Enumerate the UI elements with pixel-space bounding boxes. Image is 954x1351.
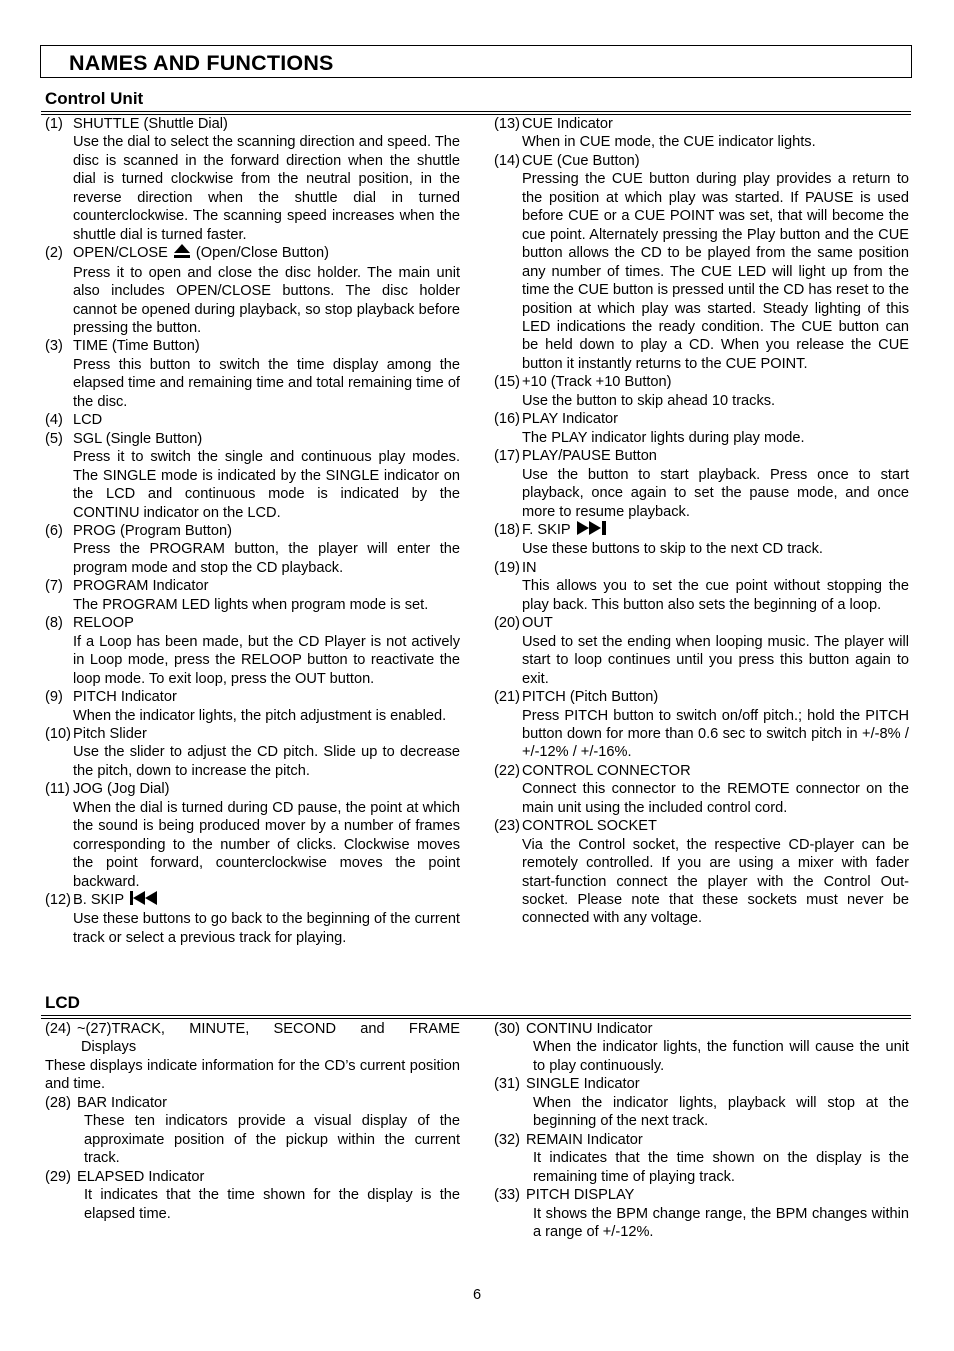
item-heading [45, 522, 460, 540]
item-title: BAR Indicator [77, 1094, 168, 1111]
item-description: When the dial is turned during CD pause, the point at which the sound is being produced mover by a number of frames corresponding to the number of clicks. Clockwise moves the point forward, counterclockwise moves the point backward. [73, 799, 460, 890]
item-title: RELOOP [73, 615, 134, 632]
list-item [45, 725, 460, 780]
item-description: Press the PROGRAM button, the player will enter the program mode and stop the CD playback. [73, 541, 460, 576]
list-item [45, 522, 460, 577]
item-description: Press this button to switch the time display among the elapsed time and remaining time and total remaining time of the disc. [73, 356, 460, 410]
list-item [494, 688, 909, 762]
list-item [494, 373, 909, 410]
item-title: SINGLE Indicator [526, 1076, 640, 1093]
item-description: Use the button to start playback. Press once to start playback, once again to set the pause mode, and once more to resume playback. [522, 466, 909, 520]
lcd-right-column [494, 1020, 909, 1241]
item-title: PITCH Indicator [73, 689, 177, 706]
item-title: SGL (Single Button) [73, 430, 203, 447]
list-item [494, 521, 909, 559]
list-item [45, 1094, 460, 1168]
item-heading [45, 115, 460, 133]
item-description: When the indicator lights, playback will stop at the beginning of the next track. [533, 1094, 909, 1130]
item-number: (1) [45, 116, 63, 132]
item-number: (18) [494, 521, 520, 538]
item-title: PROG (Program Button) [73, 522, 232, 539]
section-rule [41, 1015, 911, 1019]
item-number: (22) [494, 762, 520, 779]
item-heading [494, 1131, 909, 1149]
item-title-continued: Displays [81, 1039, 137, 1056]
list-item [494, 817, 909, 928]
item-title: LCD [73, 412, 103, 429]
item-title: PITCH (Pitch Button) [522, 689, 659, 706]
list-item [45, 411, 460, 429]
item-number: (8) [45, 615, 63, 632]
item-heading [45, 337, 460, 355]
item-number: (10) [45, 725, 71, 742]
item-number: (28) [45, 1094, 71, 1111]
item-heading [45, 244, 460, 263]
item-heading [494, 1075, 909, 1093]
item-number: (24) [45, 1021, 71, 1037]
item-description: Used to set the ending when looping music. The player will start to loop continues until you press this button again to exit. [522, 633, 909, 687]
item-description: Pressing the CUE button during play provides a return to the position at which play was started. If PAUSE is used before CUE or a CUE POINT was set, that will become the cue point. Alternately pressing the Play button and the CUE button allows the CD to be played from the same position any number of times. The CUE LED will light up from the time the CUE button is pressed until the CD has reset to the position at which play was started. Steady lighting of this LED indications the ready condition. The CUE button can be held down to play a CD. When you release the CUE button it instantly returns to the CUE POINT. [522, 171, 909, 372]
item-number: (7) [45, 578, 63, 595]
list-item [494, 447, 909, 521]
item-number: (12) [45, 892, 71, 909]
list-item [45, 614, 460, 688]
item-description: Use these buttons to skip to the next CD track. [522, 541, 823, 558]
item-description: Use these buttons to go back to the beginning of the current track or select a previous track for playing. [73, 911, 460, 946]
list-item [45, 688, 460, 725]
item-title: PITCH DISPLAY [526, 1187, 635, 1204]
item-title: CONTROL SOCKET [522, 818, 657, 835]
list-item [45, 1168, 460, 1223]
item-description: It shows the BPM change range, the BPM changes within a range of +/-12%. [533, 1205, 909, 1240]
item-number: (20) [494, 615, 520, 632]
item-title: SHUTTLE (Shuttle Dial) [73, 116, 228, 132]
list-item [45, 780, 460, 891]
item-title-suffix: (Open/Close Button) [195, 245, 329, 262]
item-number: (33) [494, 1187, 520, 1204]
item-description: This allows you to set the cue point without stopping the play back. This button also sets the beginning of a loop. [522, 578, 909, 613]
item-heading [494, 521, 909, 540]
item-title: REMAIN Indicator [526, 1131, 643, 1148]
item-number: (31) [494, 1076, 520, 1093]
item-description: These ten indicators provide a visual display of the approximate position of the pickup within the current track. [84, 1113, 460, 1167]
list-item [45, 244, 460, 337]
item-heading [494, 817, 909, 835]
item-title: CUE (Cue Button) [522, 152, 640, 169]
item-description: When the indicator lights, the function will cause the unit to play continuously. [533, 1039, 909, 1074]
item-title: Pitch Slider [73, 725, 147, 742]
list-item [494, 1131, 909, 1186]
item-description: These displays indicate information for the CD’s current position and time. [45, 1057, 460, 1093]
item-description: Press it to open and close the disc holder. The main unit also includes OPEN/CLOSE buttons. The disc holder cannot be opened during playback, so stop playback before pressing the button. [73, 264, 460, 336]
lcd-left-column [45, 1020, 460, 1223]
item-heading [45, 1020, 460, 1038]
item-title: TIME (Time Button) [73, 338, 200, 355]
list-item [494, 614, 909, 688]
item-heading [494, 614, 909, 632]
item-number: (13) [494, 116, 520, 132]
item-heading [45, 891, 460, 910]
section-heading-control-unit: Control Unit [45, 89, 144, 108]
list-item [494, 410, 909, 447]
list-item [494, 762, 909, 817]
item-title: OPEN/CLOSE [73, 245, 168, 262]
item-title: ELAPSED Indicator [77, 1168, 205, 1185]
item-description: The PROGRAM LED lights when program mode is set. [73, 596, 429, 613]
item-description: Use the slider to adjust the CD pitch. Slide up to decrease the pitch, down to increase the pitch. [73, 744, 460, 779]
list-item [494, 1020, 909, 1075]
item-number: (16) [494, 411, 520, 428]
item-heading [494, 688, 909, 706]
item-heading [45, 1094, 460, 1112]
item-heading [494, 447, 909, 465]
item-title: CONTROL CONNECTOR [522, 762, 691, 779]
list-item [494, 115, 909, 152]
item-title: PLAY Indicator [522, 411, 618, 428]
item-title: IN [522, 559, 537, 576]
item-title: PLAY/PAUSE Button [522, 448, 657, 465]
item-title: OUT [522, 615, 553, 632]
item-description: Press it to switch the single and continuous play modes. The SINGLE mode is indicated by the SINGLE indicator on the LCD and continuous mode is indicated by the CONTINU indicator on the LCD. [73, 449, 460, 521]
list-item [494, 1186, 909, 1241]
skip-back-icon [130, 891, 157, 910]
skip-forward-icon [577, 521, 607, 540]
item-title: JOG (Jog Dial) [73, 781, 170, 798]
title-box [40, 45, 912, 78]
control-unit-right-column [494, 115, 909, 928]
item-description: It indicates that the time shown on the display is the remaining time of playing track. [533, 1150, 909, 1185]
list-item [45, 1020, 460, 1094]
section-heading-lcd: LCD [45, 993, 80, 1012]
item-number: (30) [494, 1021, 520, 1037]
item-description: When the indicator lights, the pitch adjustment is enabled. [73, 707, 447, 724]
list-item [45, 891, 460, 947]
item-title: F. SKIP [522, 521, 571, 538]
item-number: (5) [45, 430, 63, 447]
item-title: PROGRAM Indicator [73, 578, 209, 595]
item-heading [45, 780, 460, 798]
list-item [45, 337, 460, 411]
page-number: 6 [472, 1287, 482, 1303]
item-title: CUE Indicator [522, 116, 613, 132]
item-heading [494, 1020, 909, 1038]
item-heading [45, 725, 460, 743]
item-number: (2) [45, 245, 63, 262]
item-description: The PLAY indicator lights during play mode. [522, 429, 805, 446]
item-title: ~(27)TRACK, MINUTE, SECOND and FRAME [77, 1021, 460, 1037]
item-description: When in CUE mode, the CUE indicator lights. [522, 134, 816, 151]
item-number: (14) [494, 152, 520, 169]
item-number: (9) [45, 689, 63, 706]
item-number: (29) [45, 1168, 71, 1185]
item-number: (17) [494, 448, 520, 465]
item-description: Use the button to skip ahead 10 tracks. [522, 392, 776, 409]
item-description: It indicates that the time shown for the display is the elapsed time. [84, 1187, 460, 1222]
list-item [494, 152, 909, 373]
item-title: B. SKIP [73, 892, 125, 909]
item-title: +10 (Track +10 Button) [522, 374, 672, 391]
item-heading [494, 152, 909, 170]
item-heading [45, 1168, 460, 1186]
eject-icon [174, 244, 190, 263]
list-item [45, 115, 460, 244]
item-number: (21) [494, 689, 520, 706]
item-description: Press PITCH button to switch on/off pitch.; hold the PITCH button down for more than 0.6 sec to switch pitch in +/-8% / +/-12% / +/-16%. [522, 707, 909, 761]
item-heading [494, 115, 909, 133]
page-title: NAMES AND FUNCTIONS [69, 51, 334, 75]
item-heading [494, 559, 909, 577]
list-item [45, 577, 460, 614]
item-description: Use the dial to select the scanning direction and speed. The disc is scanned in the forward direction when the shuttle dial is turned clockwise from the neutral position, in the reverse direction when the shuttle dial in turned counterclockwise. The scanning speed increases when the shuttle dial is turned faster. [73, 134, 460, 243]
item-number: (11) [45, 781, 70, 798]
control-unit-left-column [45, 115, 460, 947]
item-description: Connect this connector to the REMOTE connector on the main unit using the included control cord. [522, 781, 909, 816]
item-description: If a Loop has been made, but the CD Player is not actively in Loop mode, press the RELOOP button to reactivate the loop mode. To exit loop, press the OUT button. [73, 633, 460, 687]
list-item [45, 430, 460, 522]
item-number: (32) [494, 1131, 520, 1148]
item-number: (4) [45, 412, 63, 429]
item-number: (19) [494, 559, 520, 576]
item-description: Via the Control socket, the respective CD-player can be remotely controlled. If you are using a mixer with fader start-function connect the player with the Control Out-socket. Please note that these sockets must never be connected with any voltage. [522, 836, 909, 927]
item-heading [494, 373, 909, 391]
item-number: (3) [45, 338, 63, 355]
item-heading [45, 577, 460, 595]
item-heading [494, 410, 909, 428]
item-heading [45, 411, 460, 429]
list-item [494, 559, 909, 614]
item-heading [494, 762, 909, 780]
item-number: (15) [494, 374, 520, 391]
item-number: (23) [494, 818, 520, 835]
item-heading [45, 688, 460, 706]
item-heading [45, 614, 460, 632]
item-heading [45, 430, 460, 448]
list-item [494, 1075, 909, 1130]
item-number: (6) [45, 522, 63, 539]
item-title: CONTINU Indicator [526, 1021, 653, 1037]
item-heading [494, 1186, 909, 1204]
